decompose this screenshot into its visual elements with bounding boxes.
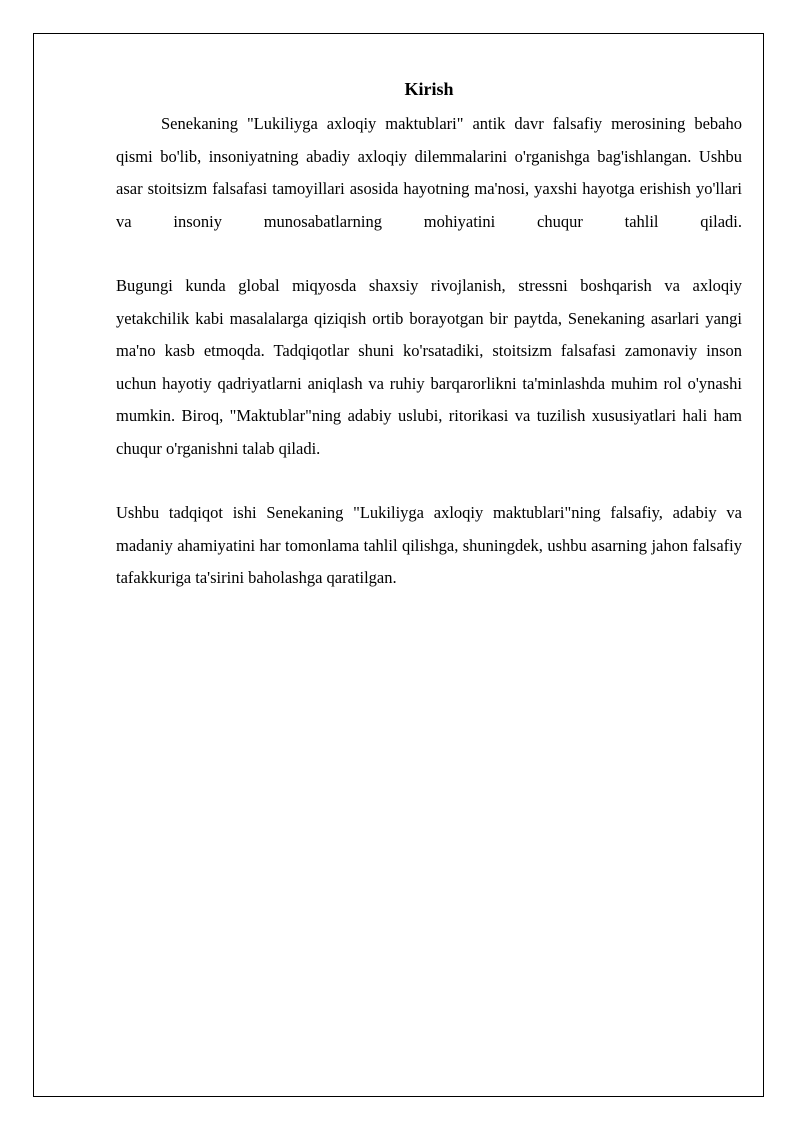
document-body	[116, 108, 742, 595]
paragraph-spacer	[116, 238, 742, 270]
paragraph-relevance: Bugungi kunda global miqyosda shaxsiy rivojlanish, stressni boshqarish va axloqiy yetakchilik kabi masalalarga qiziqish ortib borayotgan bir paytda, Senekaning asarlari yangi ma'no kasb etmoqda. Tadqiqotlar shuni ko'rsatadiki, stoitsizm falsafasi zamonaviy inson uchun hayotiy qadriyatlarni aniqlash va ruhiy barqarorlikni ta'minlashda muhim rol o'ynashi mumkin. Biroq, "Maktublar"ning adabiy uslubi, ritorikasi va tuzilish xususiyatlari hali ham chuqur o'rganishni talab qiladi.	[116, 276, 742, 458]
section-title: Kirish	[404, 79, 454, 99]
paragraph-spacer	[116, 465, 742, 497]
paragraph-intro: Senekaning "Lukiliyga axloqiy maktublari" antik davr falsafiy merosining bebaho qismi bo'lib, insoniyatning abadiy axloqiy dilemmalarini o'rganishga bag'ishlangan. Ushbu asar stoitsizm falsafasi tamoyillari asosida hayotning ma'nosi, yaxshi hayotga erishish yo'llari va insoniy munosabatlarning mohiyatini chuqur tahlil qiladi.	[116, 114, 742, 231]
paragraph-aim: Ushbu tadqiqot ishi Senekaning "Lukiliyga axloqiy maktublari"ning falsafiy, adabiy va madaniy ahamiyatini har tomonlama tahlil qilishga, shuningdek, ushbu asarning jahon falsafiy tafakkuriga ta'sirini baholashga qaratilgan.	[116, 503, 742, 587]
